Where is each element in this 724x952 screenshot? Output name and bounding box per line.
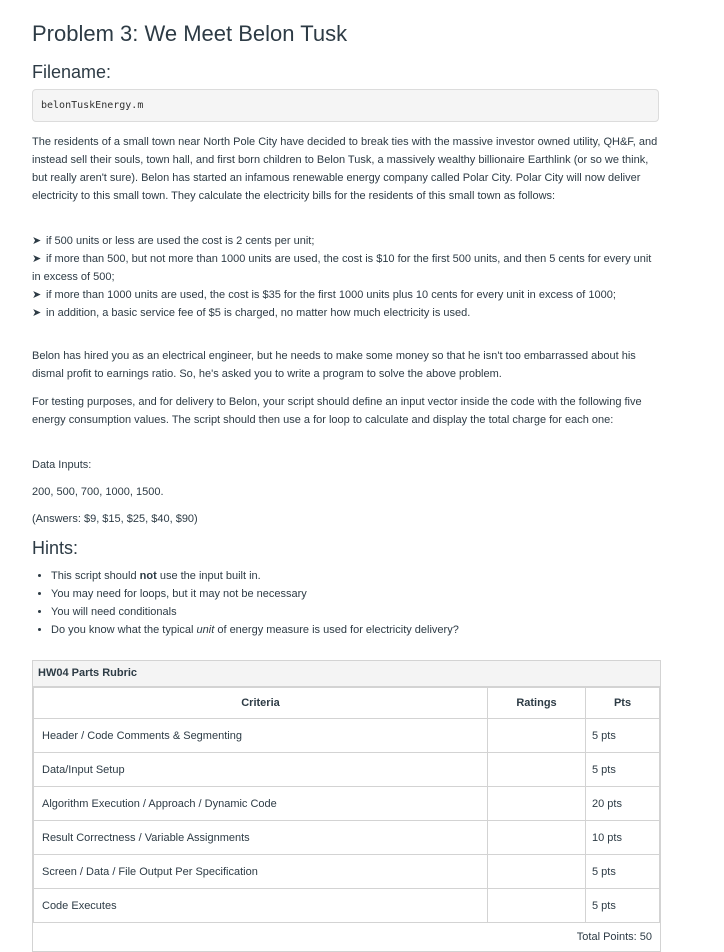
rubric-pts: 5 pts xyxy=(586,753,660,787)
rule-item: ➤ if 500 units or less are used the cost is 2 cents per unit; xyxy=(32,232,661,250)
rubric-header-row xyxy=(34,688,660,719)
hints-heading: Hints: xyxy=(32,538,79,558)
hint-item: • You will need conditionals xyxy=(51,603,651,621)
rubric-ratings xyxy=(488,719,586,753)
rules-list xyxy=(32,232,661,322)
intro-paragraph: The residents of a small town near North Pole City have decided to break ties with the massive investor owned utility, QH&F, and instead sell their souls, town hall, and first born children to Belon Tusk, a massively wealthy billionaire Earthlink (or so we think, but really aren't sure). Belon has started an infamous renewable energy company called Polar City. Polar City will now deliver electricity to this small town. They calculate the electricity bills for the residents of this small town as follows: xyxy=(32,136,658,202)
rubric-criteria: Result Correctness / Variable Assignments xyxy=(34,821,488,855)
rubric-table xyxy=(33,687,660,923)
rule-item: ➤ if more than 1000 units are used, the cost is $35 for the first 1000 units plus 10 cents for every unit in excess of 1000; xyxy=(32,286,661,304)
hint-item: • Do you know what the typical unit of energy measure is used for electricity delivery? xyxy=(51,621,651,639)
arrow-bullet-icon: ➤ xyxy=(32,253,42,265)
rubric-criteria: Screen / Data / File Output Per Specification xyxy=(34,855,488,889)
arrow-bullet-icon: ➤ xyxy=(32,235,42,247)
rubric-ratings xyxy=(488,889,586,923)
filename-heading: Filename: xyxy=(32,62,112,82)
pts-header: Pts xyxy=(586,688,660,719)
rubric-row xyxy=(34,719,660,753)
hints-list xyxy=(32,567,651,639)
rubric-ratings xyxy=(488,855,586,889)
rubric xyxy=(32,660,661,952)
rule-item: ➤ if more than 500, but not more than 1000 units are used, the cost is $10 for the first 500 units, and then 5 cents for every unit in excess of 500; xyxy=(32,250,661,286)
data-inputs-label: Data Inputs: xyxy=(32,459,92,471)
filename-code-block: belonTuskEnergy.m xyxy=(32,89,659,122)
rubric-ratings xyxy=(488,753,586,787)
rubric-row xyxy=(34,753,660,787)
hired-paragraph: Belon has hired you as an electrical engineer, but he needs to make some money so that he isn't too embarrassed about his dismal profit to earnings ratio. So, he's asked you to write a program to solve the above problem. xyxy=(32,350,636,380)
rubric-pts: 5 pts xyxy=(586,889,660,923)
rubric-total-points: Total Points: 50 xyxy=(576,931,652,943)
hint-item: • This script should not use the input built in. xyxy=(51,567,651,585)
rule-item: ➤ in addition, a basic service fee of $5 is charged, no matter how much electricity is used. xyxy=(32,304,661,322)
rubric-pts: 5 pts xyxy=(586,855,660,889)
rubric-pts: 20 pts xyxy=(586,787,660,821)
rubric-pts: 5 pts xyxy=(586,719,660,753)
hint-item: • You may need for loops, but it may not be necessary xyxy=(51,585,651,603)
rubric-row xyxy=(34,821,660,855)
arrow-bullet-icon: ➤ xyxy=(32,307,42,319)
rubric-criteria: Header / Code Comments & Segmenting xyxy=(34,719,488,753)
rubric-title: HW04 Parts Rubric xyxy=(33,661,660,687)
rubric-row xyxy=(34,855,660,889)
criteria-header: Criteria xyxy=(34,688,488,719)
data-inputs-values: 200, 500, 700, 1000, 1500. xyxy=(32,486,164,498)
ratings-header: Ratings xyxy=(488,688,586,719)
answers-text: (Answers: $9, $15, $25, $40, $90) xyxy=(32,513,198,525)
rubric-row xyxy=(34,787,660,821)
rubric-criteria: Algorithm Execution / Approach / Dynamic Code xyxy=(34,787,488,821)
page-title: Problem 3: We Meet Belon Tusk xyxy=(32,21,348,46)
testing-paragraph: For testing purposes, and for delivery to Belon, your script should define an input vector inside the code with the following five energy consumption values. The script should then use a for loop to calculate and display the total charge for each one: xyxy=(32,396,642,426)
rubric-pts: 10 pts xyxy=(586,821,660,855)
rubric-criteria: Code Executes xyxy=(34,889,488,923)
rubric-ratings xyxy=(488,787,586,821)
arrow-bullet-icon: ➤ xyxy=(32,289,42,301)
rubric-criteria: Data/Input Setup xyxy=(34,753,488,787)
rubric-row xyxy=(34,889,660,923)
rubric-ratings xyxy=(488,821,586,855)
